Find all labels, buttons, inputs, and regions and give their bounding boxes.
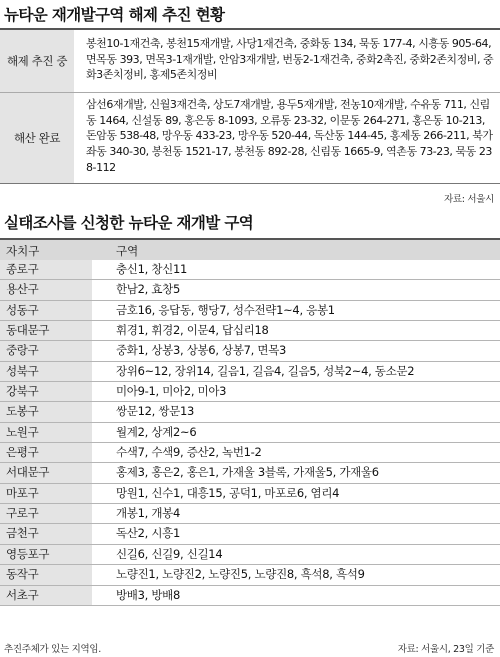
area-cell: 쌍문12, 쌍문13 <box>116 404 195 419</box>
table-row <box>0 504 500 524</box>
footnote: 추진주체가 있는 지역임. <box>4 644 101 655</box>
area-cell: 미아9-1, 미아2, 미아3 <box>116 384 227 399</box>
area-cell: 신길6, 신길9, 신길14 <box>116 546 223 561</box>
area-cell: 수색7, 수색9, 증산2, 녹번1-2 <box>116 445 262 460</box>
area-cell: 방배3, 방배8 <box>116 587 180 602</box>
table-row <box>0 423 500 443</box>
district-cell: 영등포구 <box>0 545 92 564</box>
area-cell: 금호16, 응답동, 행당7, 성수전략1~4, 응봉1 <box>116 302 335 317</box>
area-cell: 홍제3, 홍은2, 홍은1, 가재울 3블록, 가재울5, 가재울6 <box>116 465 379 480</box>
table-row <box>0 545 500 565</box>
section1-title: 뉴타운 재개발구역 해제 추진 현황 <box>4 6 225 24</box>
district-cell: 서초구 <box>0 586 92 605</box>
district-cell: 마포구 <box>0 484 92 503</box>
area-cell: 망원1, 신수1, 대흥15, 공덕1, 마포로6, 염리4 <box>116 485 340 500</box>
row-text: 삼선6재개발, 신월3재건축, 상도7재개발, 용두5재개발, 전농10재개발, 수유동 711, 신림동 1464, 신설동 89, 홍은동 8-1093, 오류동 23-32, 이문동 264-271, 홍은동 10-213, 돈암동 538-48, 망우동 433-23, 망우동 520-44, 독산동 144-45, 홍제동 266-211, 북가좌동 340-30, 봉천동 1521-17, 봉천동 892-28, 신림동 1665-9, 역촌동 73-23, 묵동 238-112 <box>86 98 493 174</box>
district-cell: 은평구 <box>0 443 92 462</box>
district-cell: 도봉구 <box>0 402 92 421</box>
district-cell: 강북구 <box>0 382 92 401</box>
table-row <box>0 280 500 300</box>
area-cell: 독산2, 시흥1 <box>116 526 180 541</box>
table-row <box>0 524 500 544</box>
district-cell: 동작구 <box>0 565 92 584</box>
district-cell: 금천구 <box>0 524 92 543</box>
table-row <box>0 586 500 606</box>
section1-source: 자료: 서울시 <box>443 194 494 205</box>
district-cell: 성북구 <box>0 362 92 381</box>
table1-row-dissolved <box>0 93 500 183</box>
table-row <box>0 341 500 361</box>
table-row <box>0 260 500 280</box>
area-cell: 월계2, 상계2~6 <box>116 424 197 439</box>
district-cell: 중랑구 <box>0 341 92 360</box>
table1-bottom-rule <box>0 183 500 184</box>
area-cell: 충신1, 창신11 <box>116 262 187 276</box>
section2-title: 실태조사를 신청한 뉴타운 재개발 구역 <box>4 214 254 232</box>
table-row <box>0 443 500 463</box>
area-cell: 중화1, 상봉3, 상봉6, 상봉7, 면목3 <box>116 343 287 358</box>
district-cell: 동대문구 <box>0 321 92 340</box>
header-area: 구역 <box>116 244 139 258</box>
table-row <box>0 321 500 341</box>
row-label: 해제 추진 중 <box>0 30 74 92</box>
district-cell: 노원구 <box>0 423 92 442</box>
area-cell: 휘경1, 휘경2, 이문4, 답십리18 <box>116 323 269 338</box>
row-text: 봉천10-1재건축, 봉천15재개발, 사당1재건축, 중화동 134, 묵동 177-4, 시흥동 905-64, 면목동 393, 면목3-1재개발, 안암3재개발, 번동2-1재건축, 중화2촉진, 중화2존치정비, 중화3존치정비, 홍제5존치정비 <box>86 37 494 82</box>
district-cell: 서대문구 <box>0 463 92 482</box>
area-cell: 노량진1, 노량진2, 노량진5, 노량진8, 흑석8, 흑석9 <box>116 567 365 582</box>
district-cell: 용산구 <box>0 280 92 299</box>
table-row <box>0 362 500 382</box>
area-cell: 한남2, 효창5 <box>116 282 180 297</box>
table-row <box>0 402 500 422</box>
district-cell: 종로구 <box>0 260 92 279</box>
table-row <box>0 382 500 402</box>
area-cell: 장위6~12, 장위14, 길음1, 길음4, 길음5, 성북2~4, 동소문2 <box>116 363 415 378</box>
table-row <box>0 301 500 321</box>
header-district: 자치구 <box>6 244 40 258</box>
table-row <box>0 484 500 504</box>
district-cell: 구로구 <box>0 504 92 523</box>
section2-source: 자료: 서울시, 23일 기준 <box>397 644 494 655</box>
table2-body <box>0 260 500 606</box>
row-label: 해산 완료 <box>0 93 74 183</box>
table2-header <box>0 238 500 260</box>
table-row <box>0 565 500 585</box>
table1-row-in-progress <box>0 30 500 92</box>
district-cell: 성동구 <box>0 301 92 320</box>
area-cell: 개봉1, 개봉4 <box>116 506 180 521</box>
table-row <box>0 463 500 483</box>
